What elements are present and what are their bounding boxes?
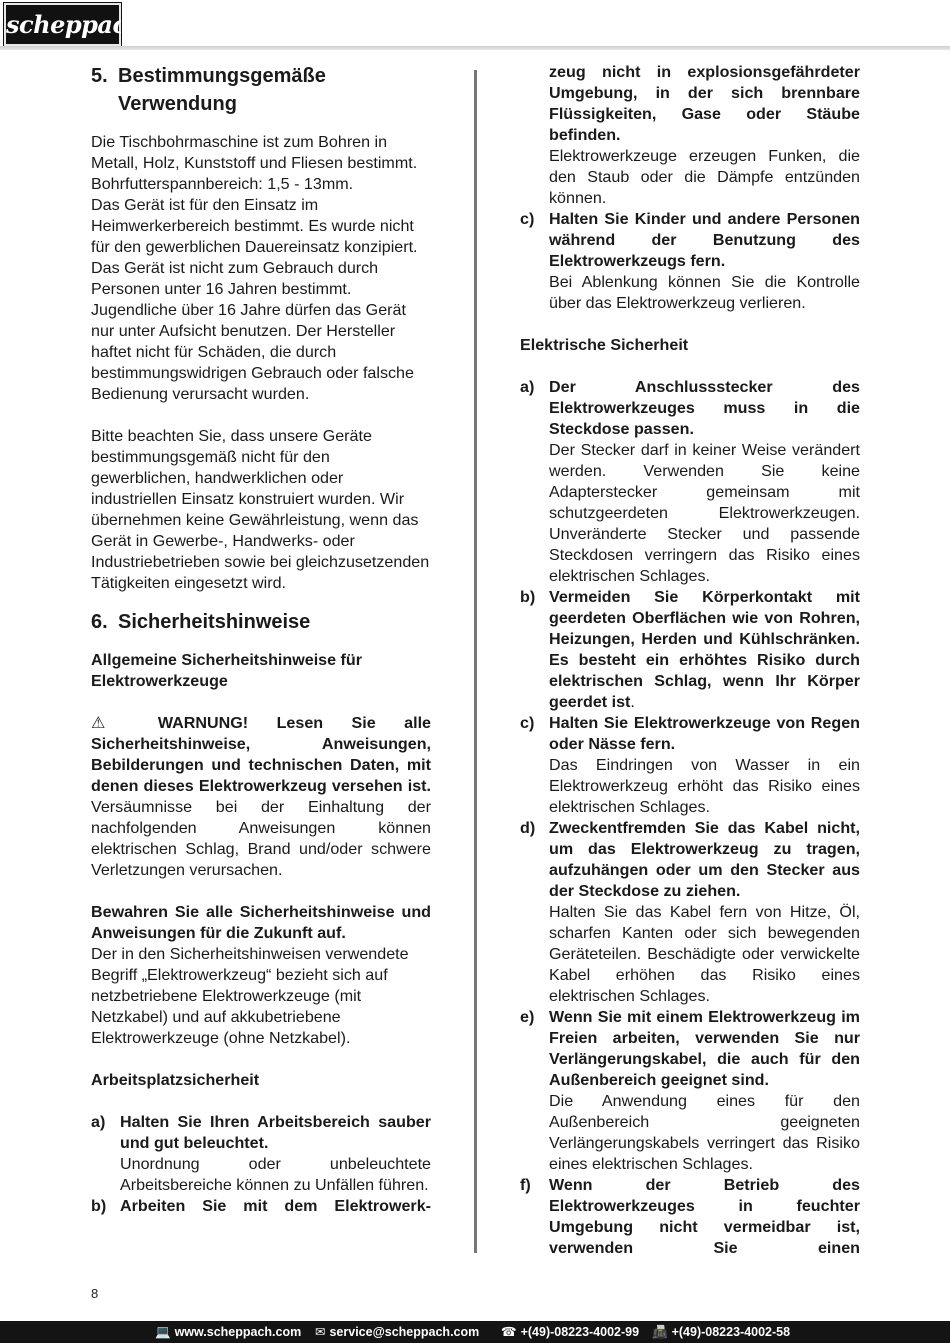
- footer-website[interactable]: [155, 1321, 301, 1343]
- work-b-bold-start: Arbeiten Sie mit dem Elektrowerk-: [120, 1197, 431, 1215]
- list-label: c): [520, 714, 535, 732]
- section-6-heading: [91, 608, 431, 636]
- phone-icon: ☎: [501, 1325, 517, 1339]
- elec-d-bold: Zweckentfremden Sie das Kabel nicht, um das Elektrowerkzeug zu tragen, aufzuhängen oder um den Stecker aus der Steckdose zu ziehen.: [549, 819, 860, 900]
- footer-phone: [501, 1321, 639, 1343]
- list-item-elec-f: [520, 1175, 860, 1259]
- work-c-bold: Halten Sie Kinder und andere Personen während der Benutzung des Elektrowerkzeugs fern.: [549, 210, 860, 270]
- warning-icon: ⚠: [91, 714, 130, 732]
- elec-b-dot: .: [630, 693, 635, 711]
- keep-instructions-bold: Bewahren Sie alle Sicherheitshinweise und Anweisungen für die Zukunft auf.: [91, 903, 431, 942]
- work-b-bold-end: zeug nicht in explosionsgefährdeter Umgebung, in der sich brennbare Flüssigkeiten, Gase oder Stäube befinden.: [549, 63, 860, 144]
- scheppach-logo: scheppach: [4, 3, 121, 46]
- footer-fax: [652, 1321, 790, 1343]
- elec-a-bold: Der Anschlussstecker des Elektrowerkzeuges muss in die Steckdose passen.: [549, 378, 860, 438]
- footer-phone-text: +(49)-08223-4002-99: [520, 1325, 640, 1339]
- section-6-title: Sicherheitshinweise: [118, 611, 311, 633]
- computer-icon: 💻: [155, 1325, 171, 1339]
- section-5-number: 5.: [91, 65, 108, 87]
- elec-d-text: Halten Sie das Kabel fern von Hitze, Öl, scharfen Kanten oder sich bewegenden Geräteteilen. Beschädigte oder verwickelte Kabel erhöhen das Risiko eines elektrischen Schlages.: [549, 903, 860, 1005]
- list-label: a): [91, 1113, 106, 1131]
- list-label: b): [91, 1197, 107, 1215]
- footer-email[interactable]: [315, 1321, 479, 1343]
- elec-a-text: Der Stecker darf in keiner Weise verändert werden. Verwenden Sie keine Adapterstecker gemeinsam mit schutzgeerdeten Elektrowerkzeugen. Unveränderte Stecker und passende Steckdosen verringern das Risiko eines elektrischen Schlages.: [549, 441, 860, 585]
- list-item-work-b: [91, 1196, 431, 1217]
- list-item-elec-c: [520, 713, 860, 818]
- elec-c-text: Das Eindringen von Wasser in ein Elektrowerkzeug erhöht das Risiko eines elektrischen Schlages.: [549, 756, 860, 816]
- page-header: [0, 0, 950, 50]
- s5-paragraph-3: Das Gerät ist für den Einsatz im Heimwerkerbereich bestimmt. Es wurde nicht für den gewerblichen Dauereinsatz konzipiert. Das Gerät ist nicht zum Gebrauch durch Personen unter 16 Jahren bestimmt. Jugendliche über 16 Jahre dürfen das Gerät nur unter Aufsicht benutzen. Der Hersteller haftet nicht für Schäden, die durch bestimmungswidrigen Gebrauch oder falsche Bedienung verursacht wurden.: [91, 196, 418, 403]
- list-item-elec-d: [520, 818, 860, 1007]
- s5-paragraph-2: Bohrfutterspannbereich: 1,5 - 13mm.: [91, 175, 354, 193]
- section-6-number: 6.: [91, 611, 108, 633]
- elec-c-bold: Halten Sie Elektrowerkzeuge von Regen oder Nässe fern.: [549, 714, 860, 753]
- list-label: b): [520, 588, 536, 606]
- list-item-elec-b: [520, 587, 860, 713]
- workplace-safety-heading: Arbeitsplatzsicherheit: [91, 1071, 260, 1089]
- list-item-elec-a: [520, 377, 860, 587]
- column-divider: [474, 70, 477, 1253]
- list-label: f): [520, 1176, 531, 1194]
- elec-b-bold: Vermeiden Sie Körperkontakt mit geerdeten Oberflächen wie von Rohren, Heizungen, Herden und Kühlschränken. Es besteht ein erhöhtes Risiko durch elektrischen Schlag, wenn Ihr Körper geerdet ist: [549, 588, 860, 711]
- footer-website-text: www.scheppach.com: [174, 1325, 302, 1339]
- electrical-safety-heading: Elektrische Sicherheit: [520, 336, 689, 354]
- email-icon: ✉: [315, 1325, 326, 1339]
- work-b-text: Elektrowerkzeuge erzeugen Funken, die den Staub oder die Dämpfe entzünden können.: [549, 147, 860, 207]
- elec-e-bold: Wenn Sie mit einem Elektrowerkzeug im Freien arbeiten, verwenden Sie nur Verlängerungskabel, die auch für den Außenbereich geeignet sind.: [549, 1008, 860, 1089]
- warning-bold: WARNUNG! Lesen Sie alle Sicherheitshinweise, Anweisungen, Bebilderungen und technischen Daten, mit denen dieses Elektrowerkzeug versehen ist.: [91, 714, 431, 795]
- elec-f-bold: Wenn der Betrieb des Elektrowerkzeuges in feuchter Umgebung nicht vermeidbar ist, verwenden Sie einen: [549, 1176, 860, 1257]
- work-a-text: Unordnung oder unbeleuchtete Arbeitsbereiche können zu Unfällen führen.: [120, 1155, 431, 1194]
- keep-instructions-text: Der in den Sicherheitshinweisen verwendete Begriff „Elektrowerkzeug“ bezieht sich auf netzbetriebene Elektrowerkzeuge (mit Netzkabel) und auf akkubetriebene Elektrowerkzeuge (ohne Netzkabel).: [91, 945, 409, 1047]
- page-number: 8: [91, 1286, 99, 1301]
- list-label: a): [520, 378, 535, 396]
- list-label: e): [520, 1008, 535, 1026]
- section-5-heading: [91, 62, 431, 118]
- list-label: d): [520, 819, 536, 837]
- warning-paragraph: [91, 713, 431, 881]
- list-item-work-a: [91, 1112, 431, 1196]
- footer-fax-text: +(49)-08223-4002-58: [671, 1325, 791, 1339]
- list-item-elec-e: [520, 1007, 860, 1175]
- list-item-work-b-continued: [520, 62, 860, 209]
- header-rule: [0, 46, 950, 50]
- list-item-work-c: [520, 209, 860, 314]
- warning-text: Versäumnisse bei der Einhaltung der nachfolgenden Anweisungen können elektrischen Schlag, Brand und/oder schwere Verletzungen verursachen.: [91, 798, 431, 879]
- right-column: [520, 62, 860, 1259]
- page-footer: [0, 1321, 950, 1343]
- work-a-bold: Halten Sie Ihren Arbeitsbereich sauber und gut beleuchtet.: [120, 1113, 431, 1152]
- elec-e-text: Die Anwendung eines für den Außenbereich geeigneten Verlängerungskabels verringert das Risiko eines elektrischen Schlages.: [549, 1092, 860, 1173]
- left-column: [91, 62, 431, 1217]
- fax-icon: 📠: [652, 1325, 668, 1339]
- s5-paragraph-1: Die Tischbohrmaschine ist zum Bohren in Metall, Holz, Kunststoff und Fliesen bestimmt.: [91, 133, 418, 172]
- section-5-title: Bestimmungsgemäße Verwendung: [118, 65, 326, 115]
- s5-paragraph-4: Bitte beachten Sie, dass unsere Geräte bestimmungsgemäß nicht für den gewerblichen, handwerklichen oder industriellen Einsatz konstruiert wurden. Wir übernehmen keine Gewährleistung, wenn das Gerät in Gewerbe-, Handwerks- oder Industriebetrieben sowie bei gleichzusetzenden Tätigkeiten eingesetzt wird.: [91, 427, 430, 592]
- footer-email-text: service@scheppach.com: [329, 1325, 480, 1339]
- s6-subheading: Allgemeine Sicherheitshinweise für Elektrowerkzeuge: [91, 651, 362, 690]
- list-label: c): [520, 210, 535, 228]
- work-c-text: Bei Ablenkung können Sie die Kontrolle über das Elektrowerkzeug verlieren.: [549, 273, 860, 312]
